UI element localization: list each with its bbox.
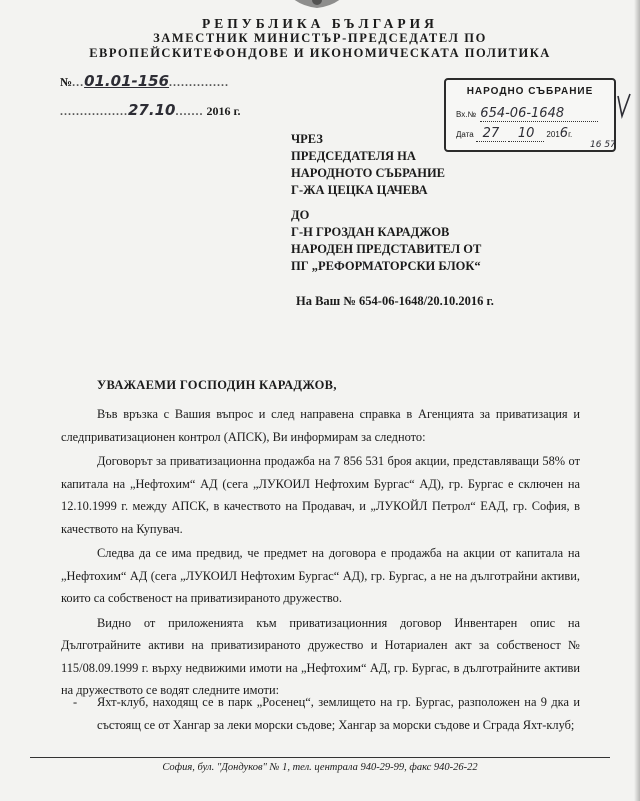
via-line-1: ЧРЕЗ (291, 132, 323, 146)
recipient-line-2: Г-Н ГРОЗДАН КАРАДЖОВ (291, 225, 450, 239)
letter-body (61, 403, 580, 704)
property-list-item (73, 691, 580, 736)
recipient-line-3: НАРОДЕН ПРЕДСТАВИТЕЛ ОТ (291, 242, 482, 256)
stamp-date-label: Дата (456, 130, 474, 139)
stamp-number-label: Вх.№ (456, 110, 477, 119)
via-line-3: НАРОДНОТО СЪБРАНИЕ (291, 166, 446, 180)
stamp-year-printed: 201 (546, 130, 560, 139)
footer-address: София, бул. "Дондуков" № 1, тел. централа 940-29-99, факс 940-26-22 (162, 762, 478, 773)
stamp-date-row (456, 126, 572, 142)
via-line-2: ПРЕДСЕДАТЕЛЯ НА (291, 149, 416, 163)
registration-date-handwritten: 27.10 (128, 101, 176, 119)
stamp-number-row (456, 106, 598, 122)
stamp-year-suffix: г. (568, 130, 573, 139)
recipient-block (291, 207, 481, 275)
recipient-line-4: ПГ „РЕФОРМАТОРСКИ БЛОК“ (291, 259, 481, 273)
via-block (291, 131, 445, 199)
paragraph-3: Следва да се има предвид, че предмет на договора е продажба на акции от капитала на „Нефтохим“ АД (сега „ЛУКОИЛ Нефтохим Бургас“ АД), гр. Бургас, а не на дълготрайни активи, които са собственост на приватизираното дружество. (61, 546, 580, 605)
handwritten-checkmark-icon (616, 92, 632, 120)
registration-date-line: .................27.10....... 2016 г. (60, 101, 241, 119)
letterhead (0, 16, 640, 61)
number-sign: № (60, 75, 73, 89)
letterhead-portfolio: ЕВРОПЕЙСКИТЕФОНДОВЕ И ИКОНОМИЧЕСКАТА ПОЛИТИКА (89, 46, 551, 60)
registration-number-handwritten: 01.01-156 (84, 72, 170, 90)
letterhead-office: ЗАМЕСТНИК МИНИСТЪР-ПРЕДСЕДАТЕЛ ПО (153, 31, 487, 45)
scan-edge-shadow (634, 0, 640, 801)
stamp-month-handwritten: 10 (517, 126, 535, 141)
paragraph-1: Във връзка с Вашия въпрос и след направена справка в Агенцията за приватизация и следприватизационен контрол (АПСК), Ви информирам за следното: (61, 407, 580, 444)
reference-number: На Ваш № 654-06-1648/20.10.2016 г. (296, 294, 494, 308)
recipient-line-1: ДО (291, 208, 310, 222)
via-line-4: Г-ЖА ЦЕЦКА ЦАЧЕВА (291, 183, 428, 197)
salutation: УВАЖАЕМИ ГОСПОДИН КАРАДЖОВ, (97, 378, 337, 392)
property-list-item-text: Яхт-клуб, находящ се в парк „Росенец“, землището на гр. Бургас, разположен на 9 дка и състоящ се от Хангар за леки морски съдове; Хангар за морски съдове и Сграда Яхт-клуб; (97, 695, 580, 732)
bullet-marker: - (73, 695, 78, 709)
paragraph-2: Договорът за приватизационна продажба на 7 856 531 броя акции, представляващи 58% от капитала на „Нефтохим“ АД (сега „ЛУКОИЛ Нефтохим Бургас“ АД), гр. Бургас е сключен на 12.10.1999 г. между АПСК, в качеството на Продавач, и „ЛУКОЙЛ Петрол“ ЕАД, гр. София, в качеството на Купувач. (61, 454, 580, 536)
stamp-year-handwritten: 6 (559, 126, 569, 141)
coat-of-arms-emblem (286, 0, 348, 10)
letterhead-country: РЕПУБЛИКА БЪЛГАРИЯ (202, 16, 438, 31)
footer-divider (30, 757, 610, 758)
stamp-day-handwritten: 27 (482, 126, 500, 141)
registration-number-line: №...01.01-156............... (60, 72, 230, 90)
registration-year: 2016 г. (206, 104, 241, 118)
margin-handwritten-mark: 16 57 (590, 140, 616, 150)
stamp-number-handwritten: 654-06-1648 (480, 106, 565, 121)
paragraph-4: Видно от приложенията към приватизационния договор Инвентарен опис на Дълготрайните активи на приватизираното дружество и Нотариален акт за собственост № 115/08.09.1999 г. върху недвижими имоти на „Нефтохим“ АД, гр. Бургас, в дълготрайните активи на дружеството се водят следните имоти: (61, 615, 580, 697)
stamp-title: НАРОДНО СЪБРАНИЕ (466, 86, 594, 97)
